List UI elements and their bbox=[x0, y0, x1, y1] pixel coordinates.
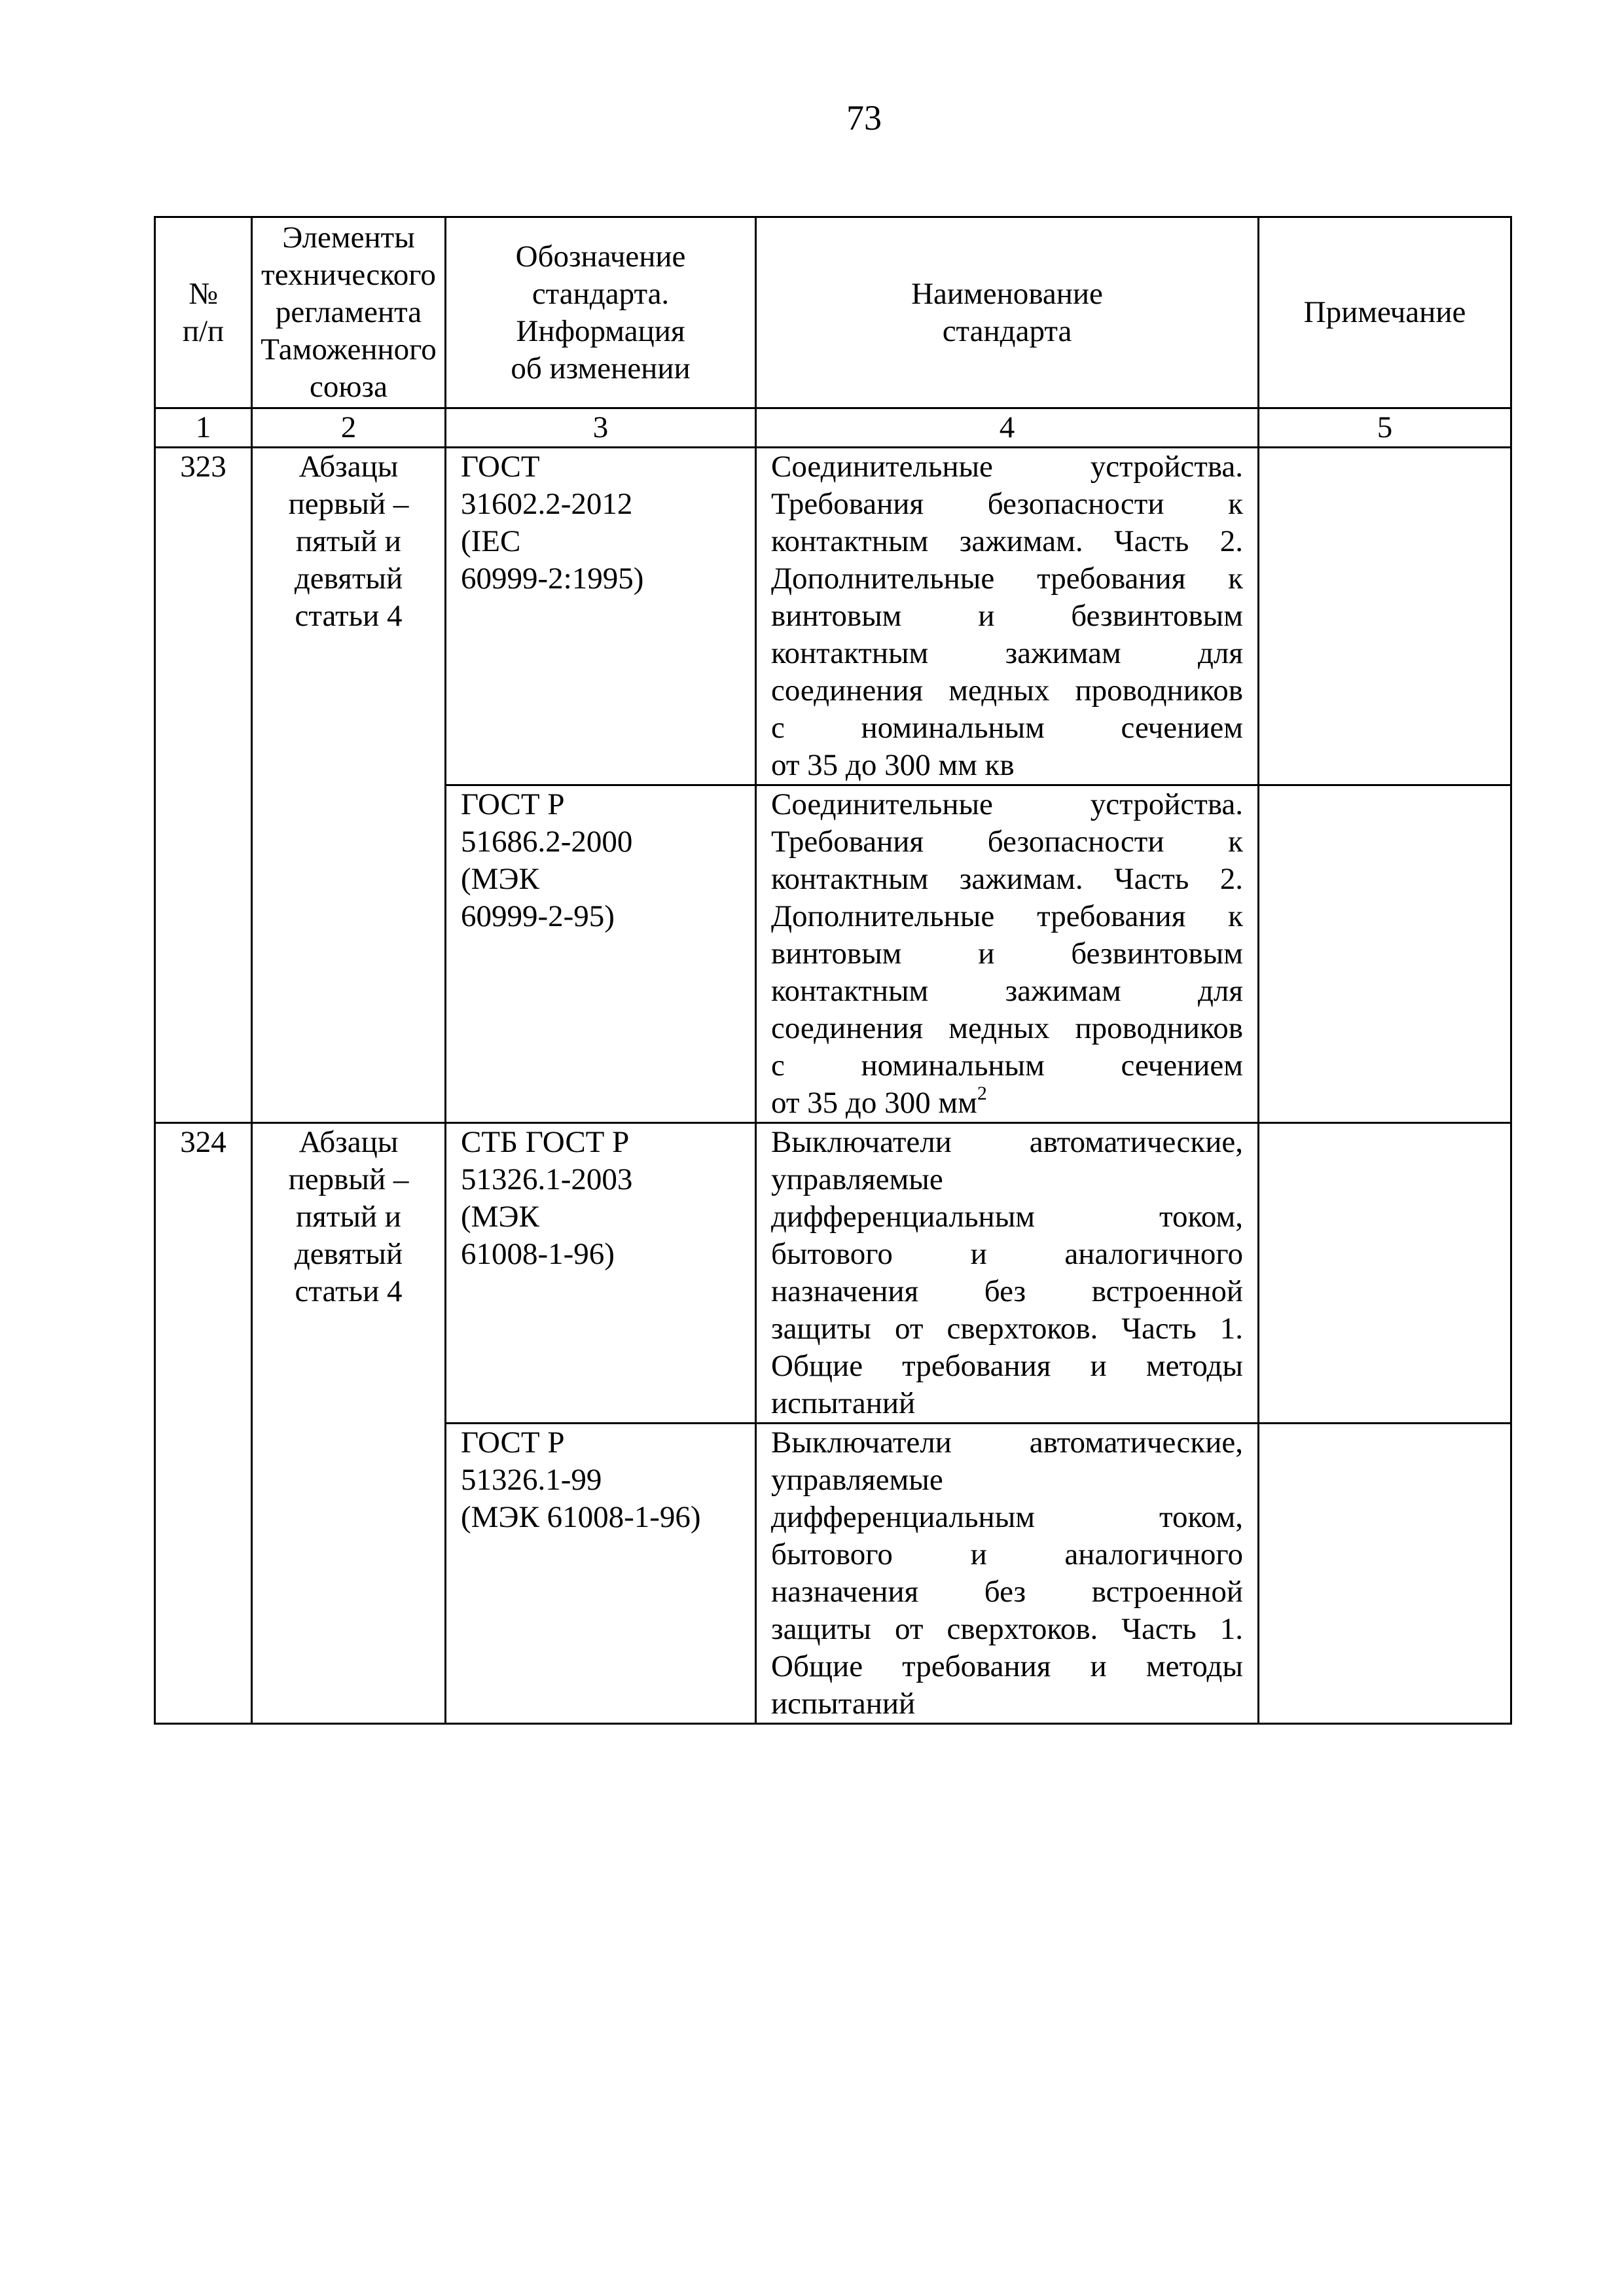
header-line: об изменении bbox=[511, 351, 691, 386]
standard-name-line: Общие требования и методы bbox=[771, 1649, 1243, 1683]
standards-table bbox=[154, 216, 1512, 1725]
table-row bbox=[155, 1123, 1511, 1424]
standard-name bbox=[756, 1424, 1259, 1724]
standard-name-line: защиты от сверхтоков. Часть 1. bbox=[771, 1312, 1243, 1346]
standard-name-line: Общие требования и методы bbox=[771, 1349, 1243, 1383]
standard-designation-line: ГОСТ Р bbox=[461, 787, 565, 821]
standard-name-line: Дополнительные требования к bbox=[771, 562, 1243, 596]
standard-name-line: от 35 до 300 $мм^2$ bbox=[771, 1083, 987, 1120]
header-designation bbox=[446, 217, 756, 408]
header-line: Таможенного bbox=[261, 332, 437, 367]
standard-designation-line: 51326.1-99 bbox=[461, 1463, 602, 1497]
standard-name-line: с номинальным сечением bbox=[771, 1049, 1243, 1083]
standard-name-line: с номинальным сечением bbox=[771, 711, 1243, 745]
regulation-elements-line: первый – bbox=[288, 1162, 409, 1196]
header-line: Элементы bbox=[282, 221, 415, 255]
table-body bbox=[155, 448, 1511, 1724]
standard-designation-line: (IEC bbox=[461, 524, 521, 558]
row-number: 324 bbox=[155, 1123, 252, 1724]
regulation-elements bbox=[252, 448, 446, 1123]
standard-designation-line: 51686.2-2000 bbox=[461, 825, 633, 859]
regulation-elements-line: статьи 4 bbox=[295, 1274, 403, 1308]
standard-name-line: контактным зажимам для bbox=[771, 974, 1243, 1008]
regulation-elements-line: первый – bbox=[288, 487, 409, 521]
standard-designation bbox=[446, 785, 756, 1123]
standard-name-line: Требования безопасности к bbox=[771, 825, 1243, 859]
column-number: 1 bbox=[155, 408, 252, 448]
column-number: 3 bbox=[446, 408, 756, 448]
table-row bbox=[155, 448, 1511, 785]
column-number: 4 bbox=[756, 408, 1259, 448]
column-number: 2 bbox=[252, 408, 446, 448]
standard-designation-line: ГОСТ bbox=[461, 450, 540, 484]
standard-name-line: Соединительные устройства. bbox=[771, 450, 1243, 484]
standard-name-line: управляемые bbox=[771, 1162, 943, 1196]
standard-name-line: контактным зажимам. Часть 2. bbox=[771, 862, 1243, 896]
standard-designation-line: 60999-2-95) bbox=[461, 899, 615, 933]
regulation-elements bbox=[252, 1123, 446, 1724]
standard-name bbox=[756, 448, 1259, 785]
header-line: технического bbox=[261, 258, 436, 292]
standard-note bbox=[1259, 785, 1511, 1123]
standard-note bbox=[1259, 1424, 1511, 1724]
header-line: регламента bbox=[275, 295, 422, 329]
standard-name-line: Выключатели автоматические, bbox=[771, 1125, 1243, 1159]
standard-name bbox=[756, 785, 1259, 1123]
regulation-elements-line: Абзацы bbox=[298, 1125, 399, 1159]
header-line: стандарта bbox=[942, 314, 1072, 348]
regulation-elements-line: Абзацы bbox=[298, 450, 399, 484]
page-number: 73 bbox=[846, 98, 882, 137]
standard-name-line: назначения без встроенной bbox=[771, 1575, 1243, 1609]
standard-name-line: контактным зажимам. Часть 2. bbox=[771, 524, 1243, 558]
standard-designation-line: (МЭК bbox=[461, 1200, 539, 1234]
standard-name-line: защиты от сверхтоков. Часть 1. bbox=[771, 1612, 1243, 1646]
standard-designation-line: 31602.2-2012 bbox=[461, 487, 633, 521]
header-note bbox=[1259, 217, 1511, 408]
standard-designation bbox=[446, 1424, 756, 1724]
header-line: Наименование bbox=[911, 276, 1103, 311]
standard-name-line: дифференциальным током, bbox=[771, 1200, 1243, 1234]
header-line: союза bbox=[310, 370, 388, 404]
standard-note bbox=[1259, 1123, 1511, 1424]
column-number: 5 bbox=[1259, 408, 1511, 448]
standard-name-line: бытового и аналогичного bbox=[771, 1237, 1243, 1271]
regulation-elements-line: девятый bbox=[294, 562, 403, 596]
standard-name-line: Дополнительные требования к bbox=[771, 899, 1243, 933]
standard-note bbox=[1259, 448, 1511, 785]
regulation-elements-line: пятый и bbox=[296, 1200, 401, 1234]
header-number bbox=[155, 217, 252, 408]
standard-designation bbox=[446, 448, 756, 785]
standard-name-line: управляемые bbox=[771, 1463, 943, 1497]
header-elements bbox=[252, 217, 446, 408]
standard-designation-line: (МЭК bbox=[461, 862, 539, 896]
header-line: № bbox=[189, 276, 218, 311]
standard-name-line: Соединительные устройства. bbox=[771, 787, 1243, 821]
header-name bbox=[756, 217, 1259, 408]
standard-designation-line: (МЭК 61008-1-96) bbox=[461, 1500, 701, 1534]
standard-name-line: дифференциальным током, bbox=[771, 1500, 1243, 1534]
header-line: стандарта. bbox=[532, 276, 670, 311]
column-numbers-row bbox=[155, 408, 1511, 448]
standard-name-line: Выключатели автоматические, bbox=[771, 1426, 1243, 1460]
standard-name bbox=[756, 1123, 1259, 1424]
header-line: Примечание bbox=[1303, 295, 1466, 329]
standard-name-line: контактным зажимам для bbox=[771, 636, 1243, 670]
standard-name-line: винтовым и безвинтовым bbox=[771, 937, 1243, 971]
standard-designation-line: ГОСТ Р bbox=[461, 1426, 565, 1460]
row-number: 323 bbox=[155, 448, 252, 1123]
standard-designation-line: СТБ ГОСТ Р bbox=[461, 1125, 630, 1159]
header-line: п/п bbox=[182, 314, 225, 348]
header-row bbox=[155, 217, 1511, 408]
standard-name-line: Требования безопасности к bbox=[771, 487, 1243, 521]
header-line: Информация bbox=[516, 314, 685, 348]
regulation-elements-line: статьи 4 bbox=[295, 599, 403, 633]
standard-name-line: назначения без встроенной bbox=[771, 1274, 1243, 1308]
standard-name-line: соединения медных проводников bbox=[771, 673, 1243, 708]
superscript: 2 bbox=[977, 1083, 987, 1104]
standard-designation-line: 61008-1-96) bbox=[461, 1237, 615, 1271]
header-line: Обозначение bbox=[515, 239, 686, 274]
standard-name-line: испытаний bbox=[771, 1687, 916, 1721]
standard-name-line: соединения медных проводников bbox=[771, 1011, 1243, 1045]
regulation-elements-line: девятый bbox=[294, 1237, 403, 1271]
regulation-elements-line: пятый и bbox=[296, 524, 401, 558]
standard-name-line: бытового и аналогичного bbox=[771, 1537, 1243, 1571]
standard-designation-line: 51326.1-2003 bbox=[461, 1162, 633, 1196]
standard-name-line: от 35 до 300 мм кв bbox=[771, 748, 1015, 782]
standard-designation bbox=[446, 1123, 756, 1424]
standard-name-line: испытаний bbox=[771, 1386, 916, 1420]
standard-name-line: винтовым и безвинтовым bbox=[771, 599, 1243, 633]
standard-designation-line: 60999-2:1995) bbox=[461, 562, 644, 596]
